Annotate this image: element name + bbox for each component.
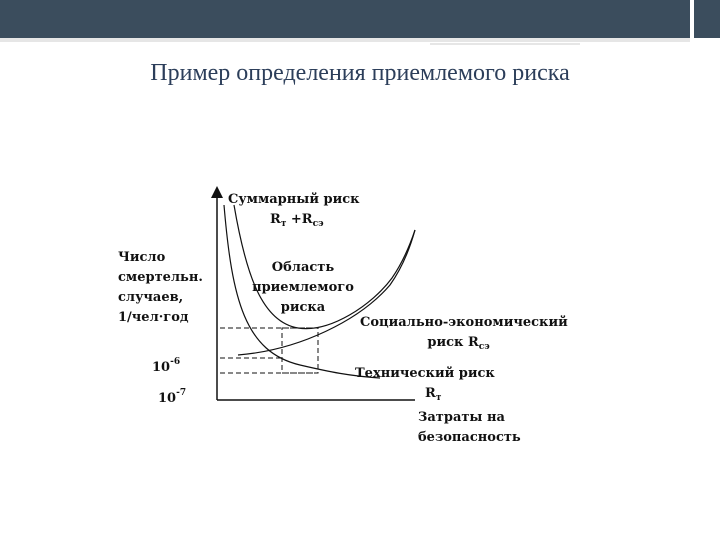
socio-label-text: риск R: [427, 335, 479, 350]
slide-title: Пример определения приемлемого риска: [150, 60, 570, 86]
socio-label-line: [360, 333, 568, 357]
socio-economic-risk-label: [360, 313, 568, 357]
y-axis-label: [118, 248, 203, 328]
tech-label-text: R: [425, 386, 436, 401]
tick-base: 10: [152, 360, 171, 375]
tick-base: 10: [158, 391, 177, 406]
socio-label-subscript: сэ: [478, 342, 490, 352]
socio-label-line: Социально-экономический: [360, 315, 568, 330]
y-axis-label-line: смертельн.: [118, 270, 203, 285]
y-axis-label-line: случаев,: [118, 290, 184, 305]
acceptable-area-label: [244, 258, 362, 318]
y-axis-label-line: 1/чел·год: [118, 310, 189, 325]
area-label-line: приемлемого: [252, 280, 354, 295]
total-risk-label-text: Суммарный риск: [228, 192, 360, 207]
tech-label-subscript: т: [435, 393, 442, 403]
formula-subscript: т: [280, 219, 287, 229]
area-label-line: риска: [280, 300, 326, 315]
tick-1e-6: [152, 352, 180, 378]
acceptable-region-box: [282, 328, 318, 373]
tech-label-line: Технический риск: [355, 366, 495, 381]
tech-label-line: [355, 384, 495, 408]
area-label-line: Область: [271, 260, 335, 275]
tick-exponent: -6: [170, 357, 181, 367]
x-axis-label: [418, 408, 521, 448]
total-risk-formula: [228, 210, 360, 234]
tick-1e-7: [158, 383, 186, 409]
x-axis-label-line: Затраты на: [418, 410, 505, 425]
x-axis-label-line: безопасность: [418, 430, 521, 445]
formula-symbol: +R: [286, 212, 313, 227]
formula-symbol: R: [270, 212, 281, 227]
formula-subscript: сэ: [312, 219, 324, 229]
total-risk-label: [228, 190, 360, 234]
technical-risk-label: [355, 364, 495, 408]
tick-exponent: -7: [176, 388, 187, 398]
y-axis-label-line: Число: [118, 250, 166, 265]
